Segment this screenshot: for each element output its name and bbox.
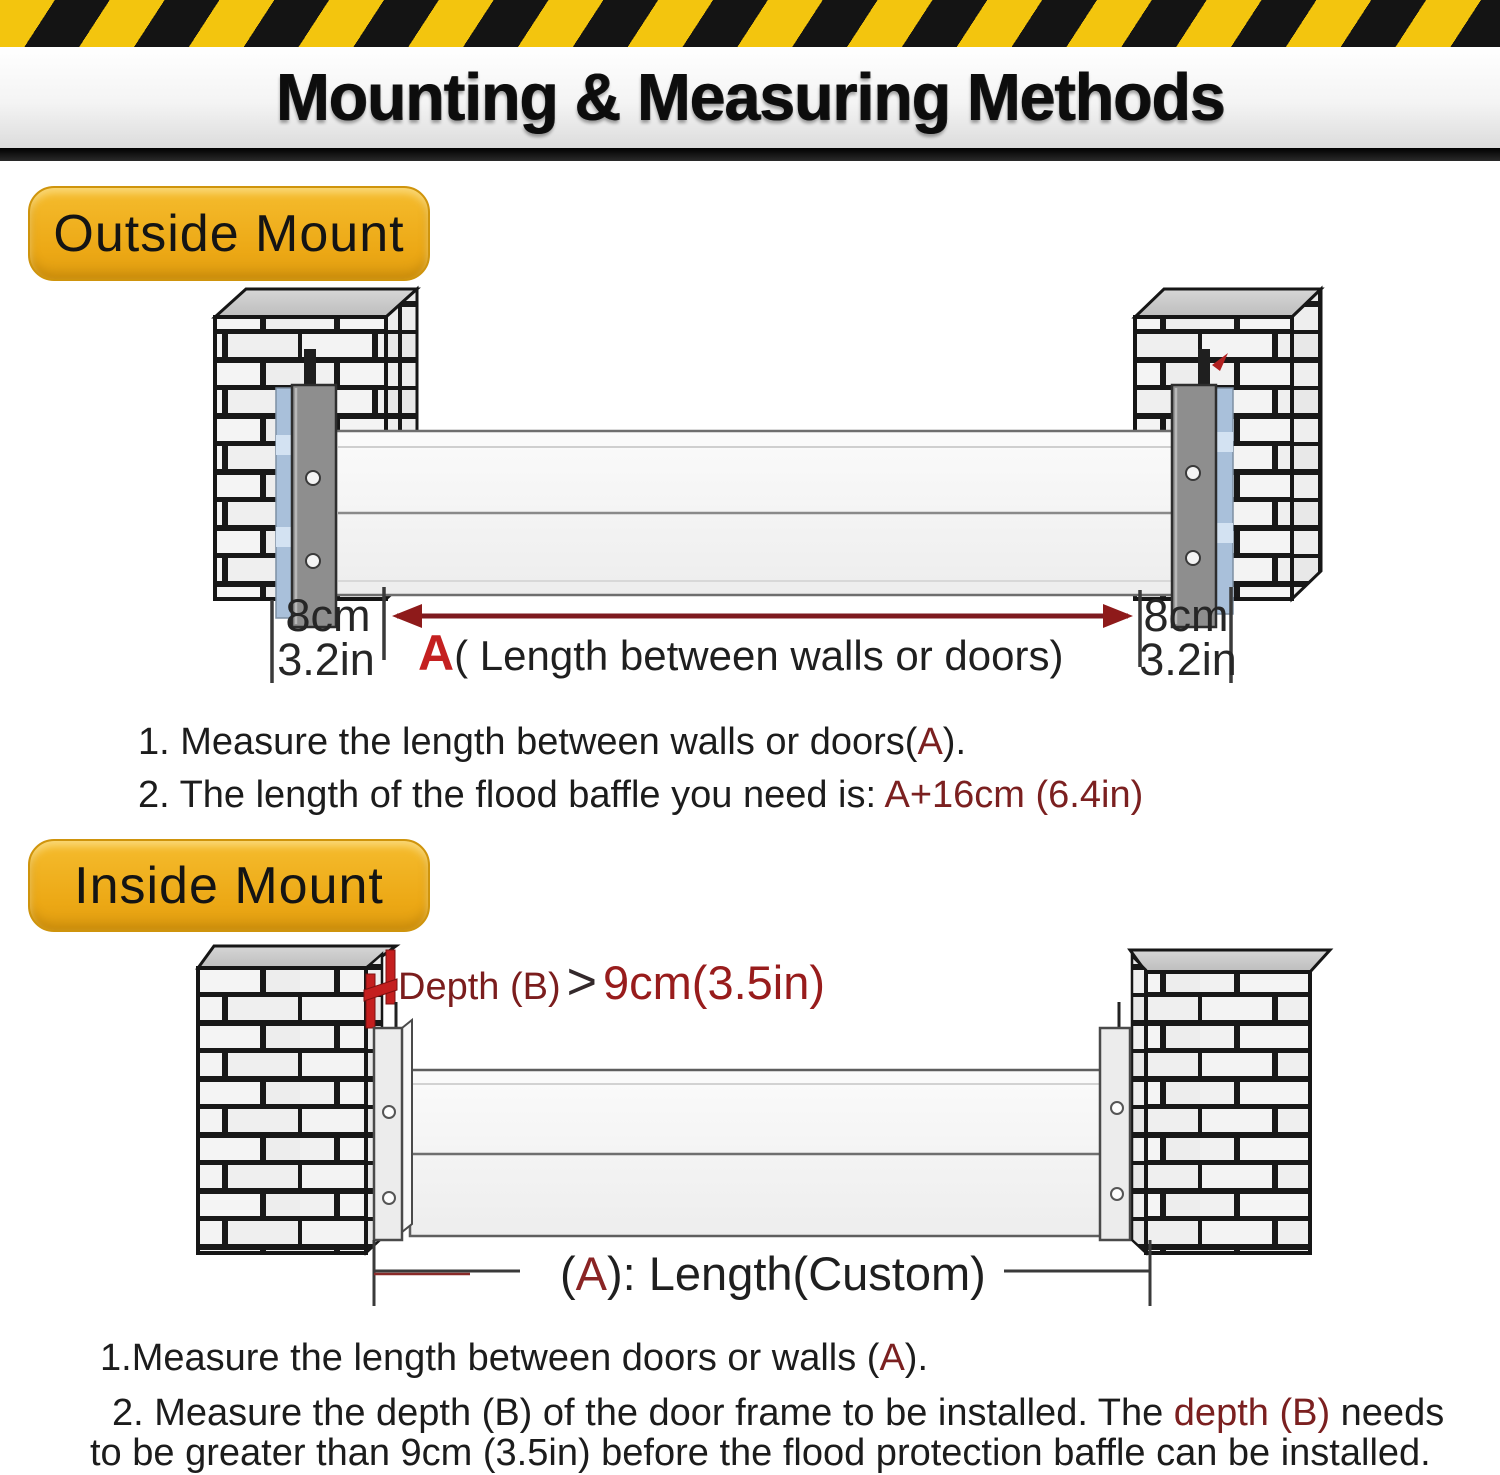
side-channel-left xyxy=(374,1002,412,1240)
outside-dimensions xyxy=(272,587,1237,685)
flood-barrier-panel xyxy=(410,1070,1102,1236)
screw-hole xyxy=(1111,1102,1123,1114)
dim-left-cm: 8cm xyxy=(285,590,371,641)
side-channel-right xyxy=(1100,1002,1130,1240)
hazard-stripe-band xyxy=(0,0,1500,47)
greater-than-sign: > xyxy=(566,953,597,1011)
outside-mount-diagram xyxy=(0,275,1500,705)
seal-strip-left xyxy=(276,388,293,618)
screw-hole xyxy=(306,471,320,485)
length-arrow-label: A( Length between walls or doors) xyxy=(418,625,1064,681)
depth-label: Depth (B) xyxy=(398,966,561,1008)
outside-step-2: 2. The length of the flood baffle you need is: A+16cm (6.4in) xyxy=(138,774,1144,816)
outside-mount-badge xyxy=(28,186,430,281)
dim-right-cm: 8cm xyxy=(1143,590,1229,641)
seal-strip-right xyxy=(1216,388,1233,614)
inside-mount-badge xyxy=(28,839,430,932)
inside-mount-diagram xyxy=(0,938,1500,1310)
outside-mount-badge-label: Outside Mount xyxy=(53,204,405,263)
flood-barrier-panel xyxy=(336,431,1176,595)
outside-steps xyxy=(138,716,1143,822)
title-band xyxy=(0,47,1500,148)
inside-mount-badge-label: Inside Mount xyxy=(74,856,384,915)
inside-step-1: 1.Measure the length between doors or walls (A). xyxy=(100,1337,929,1379)
dim-left-in: 3.2in xyxy=(277,634,375,685)
screw-hole xyxy=(1186,551,1200,565)
length-dimension-label: (A): Length(Custom) xyxy=(560,1247,986,1300)
page-title: Mounting & Measuring Methods xyxy=(275,60,1225,135)
depth-value: 9cm(3.5in) xyxy=(603,956,826,1009)
outside-step-1: 1. Measure the length between walls or doors(A). xyxy=(138,721,967,763)
dim-right-in: 3.2in xyxy=(1139,634,1237,685)
inside-dimensions xyxy=(374,1240,1150,1306)
mounting-channel-right xyxy=(1172,349,1233,627)
screw-hole xyxy=(1186,466,1200,480)
title-divider xyxy=(0,148,1500,161)
inside-step-3: to be greater than 9cm (3.5in) before the flood protection baffle can be installed. xyxy=(90,1432,1431,1474)
screw-hole xyxy=(1111,1188,1123,1200)
brick-pillar-right xyxy=(1130,950,1330,1253)
arrowhead-right xyxy=(1103,604,1133,628)
mounting-channel-left xyxy=(276,349,336,627)
inside-step-2: 2. Measure the depth (B) of the door frame to be installed. The depth (B) needs xyxy=(112,1392,1445,1434)
screw-hole xyxy=(383,1192,395,1204)
screw-hole xyxy=(306,554,320,568)
screw-hole xyxy=(383,1106,395,1118)
